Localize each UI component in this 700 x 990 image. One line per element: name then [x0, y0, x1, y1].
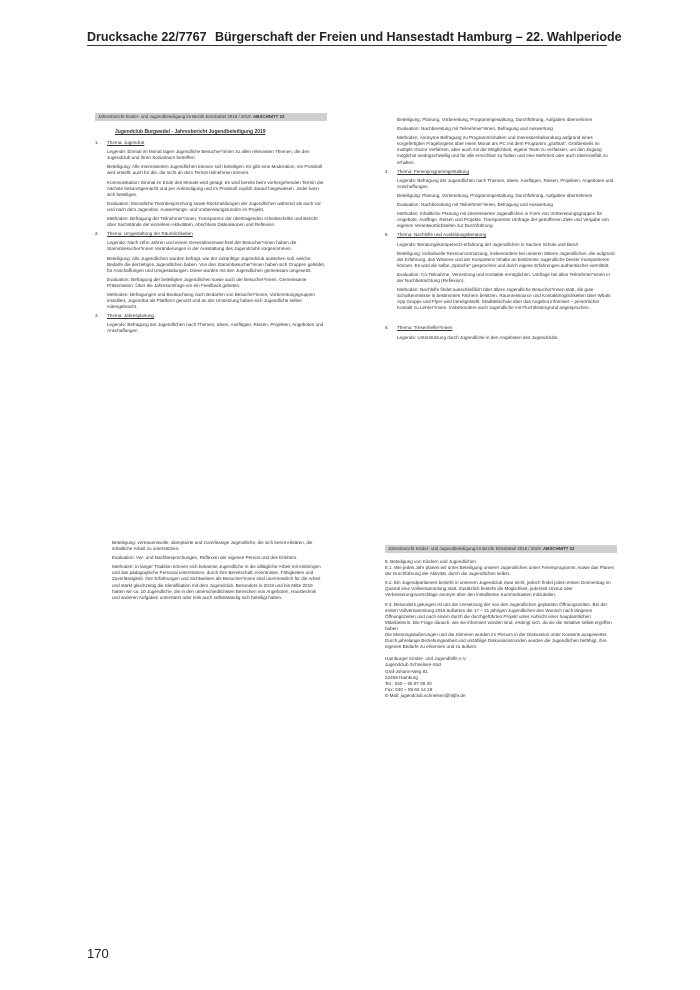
paragraph: Beteiligung: vertrauensvolle, akzeptierte und zuverlässige Jugendliche, die sich bereit erklären, die inhaltliche Arbeit zu unterstützen.	[112, 540, 313, 552]
report-title: Jugendclub Burgwedel - Jahresbericht Jugendbeteiligung 2019	[115, 129, 266, 135]
paragraph: 9.2. Ein Jugendparlament besteht in unserem Jugendclub zwar nicht, jedoch findet jeden ersten Donnerstag im Quartal eine Vollversammlung statt. Zusätzlich besteht die Möglichkeit, jederzeit Unmut oder Verbesserungsvorschläge anonym über den installierten Kummerkasten mitzuteilen.	[385, 580, 611, 598]
paragraph: Beteiligung: Planung, Vorbereitung, Programmgestaltung, Durchführung, Aufgaben übernehmen	[397, 192, 593, 198]
paragraph: Methoden: Befragung der Teilnehmer*innen, Transparenz der übertragenden Arbeitsschritte und Bericht über Sachstände der einzelnen Aktivitäten, Abschluss Diskussionen und Reflexion.	[107, 216, 318, 228]
item-title: Thema: Ferienprogrammgestaltung	[397, 168, 470, 174]
paragraph: Evaluation: Befragung der beteiligten Jugendlichen sowie auch der Besucher*innen. Gemeinsame Präsentation: Über die Jahresumfrage um ein Feedback gebeten.	[107, 276, 307, 288]
paragraph: Beteiligung: Individuelle Ressourcennutzung, insbesondere bei unseren älteren Jugendlichen, die aufgrund der Erfahrung, des Wissens und der Kompetenz Inhalte an bestimmte Jugendliche besser transportieren können. Es wird die selbe „Sprache" gesprochen und durch eigene Erfahrungen authentischer vermittelt.	[397, 250, 615, 268]
paragraph: Legende: Einmal im Monat tagen Jugendliche Besucher*innen zu allen relevanten Themen, die den Jugendclub und ihren Sozialraum betreffen.	[107, 149, 310, 161]
paragraph: Legende: Befragung der Jugendlichen nach Themen, Ideen, Ausflügen, Reisen, Projekten, Angeboten und Anschaffungen	[397, 177, 614, 189]
address-line: Tel.: 040 – 55 97 09 20	[385, 680, 432, 686]
paragraph: Methoden: Anonyme Befragung zu Programminhalten und Interessenbekundung aufgrund eines vorgefertigten Fragebogens über einen Monat am PC mit dem Programm „grafstat". Größtenteils im multiple choice Verfahren, aber auch mit der Möglichkeit, eigene Texte zu verfassen, um den Zugang möglichst niedrigschwellig und für alle erreichbar zu halten und eine Mehrheit oder auch Ideenvielfalt zu erhalten.	[397, 135, 608, 165]
address-line: Fax: 040 – 55 62 14 19	[385, 686, 433, 692]
paragraph: Evaluation: Vor- und Nachbesprechungen, Reflexion der eigenen Person und des Erlebten.	[112, 555, 298, 561]
address-line: Graf-Johann-Weg 81	[385, 668, 428, 674]
paragraph: Evaluation: Co-Teilnahme, Vernetzung und Kontakte ermöglichen. Umfrage bei allen Teilnehmer*innen in der Nachbetrachtung (Reflexion).	[397, 271, 610, 283]
paragraph: Methoden: Nachhilfe findet ausschließlich über ältere Jugendliche Besucher*innen statt, die gute Schulkenntnisse in bestimmten Fächern besitzen. Raumressource und Kontaktmöglichkeiten über Whats App Gruppe und Flyer wird bereitgestellt. Stadtteilschule über das Angebot informiert – persönlicher Kontakt zu Lehrer*innen. Insbesondere auch Jugendliche mit Fluchthintergrund angesprochen.	[397, 287, 611, 311]
page-number: 170	[87, 946, 109, 961]
paragraph: Beteiligung: Planung, Vorbereitung, Programmgestaltung, Durchführung, Aufgaben übernehmen	[397, 117, 593, 122]
paragraph: Beteiligung: Alle Jugendlichen wurden befragt, wie der zukünftige Jugendclub aussehen soll, welche Bedarfe die derzeitigen Jugendlichen haben. Von den Stammbesucher*innen haben sich Gruppen gebildet, für Anschaffungen und Umgestaltungen. Diese wurden mit den Jugendlichen gemeinsam umgesetzt.	[107, 255, 326, 273]
paragraph: 9.3. Besonders gelungen ist uns die Umsetzung der von den Jugendlichen geplanten Öffnungszeiten. Bei der ersten Vollversammlung 2018 äußerten die 17 – 21 jährigen Jugendlichen den Wunsch nach längeren Öffnungszeiten und nach einem durch die durchgeführten Projekt unter Aufsicht einer hauptamtlichen Mitarbeiterin. Die Frage danach, wie sie informiert worden sind, erübrigt sich, da sie die Initiative selbst ergriffen haben.	[385, 601, 612, 631]
item-number: 5.	[385, 232, 389, 238]
paragraph: Kommunikation: Einmal im Ende des Monats wird getagt. Es wird bereits beim vorhergehenden Termin der nächste bekanntgemacht und per Ankündigung und im Protokoll explizit darauf hingewiesen. Jeder kann sich beteiligen.	[107, 179, 324, 197]
report-page-top-right	[385, 117, 615, 462]
report-page-top-left	[95, 113, 327, 458]
section-band	[95, 113, 327, 121]
list-item	[95, 140, 327, 228]
paragraph: Methoden: Befragungen und Beobachtung nach Bedarfen von Besucher*innen, Vorbereitungsgruppen installiert, Jugendrat als Plattform genutzt und an der Umsetzung haben sich Jugendliche selber mitengebracht.	[107, 291, 315, 310]
item-title: Thema: Jahresplanung	[107, 313, 154, 319]
list-item	[95, 313, 327, 334]
address-line: 22459 Hamburg	[385, 674, 418, 680]
list-item	[385, 169, 615, 230]
band-text: Jahresbericht Kinder- und Jugendbeteiligung im Bezirk Eimsbüttel 2018 / 2019:	[388, 546, 542, 551]
list-item	[95, 231, 327, 310]
paragraph: 9.1. Wie jedes Jahr planen wir unter Beteiligung unserer Jugendlichen unser Ferienprogramm, sowie das Planen der Durchführung der Aktivität, durch die Jugendlichen selbst.	[385, 565, 615, 577]
item-number: 3.	[95, 313, 99, 319]
item-title: Thema: Jugendrat	[107, 140, 145, 146]
paragraph: Evaluation: Nachbereitung mit Teilnehmer*innen, Befragung und Auswertung	[397, 202, 553, 208]
paragraph: 9. Beteiligung von Kindern und Jugendlichen	[385, 559, 476, 564]
item-number: 2.	[95, 231, 99, 237]
item-title: Thema: Umgestaltung der Räumlichkeiten	[107, 231, 193, 237]
address-line: E-Mail: jugendclub.schnelsen@hkjfe.de	[385, 692, 466, 698]
paragraph: Evaluation: Nachbereitung mit Teilnehmer*innen, Befragung und Auswertung	[397, 126, 553, 132]
list-item	[385, 325, 615, 340]
item-title: Thema: Nachhilfe und Ausbildungsberatung	[397, 232, 487, 238]
paragraph: Legende: Beratungskompetenz/-erfahrung der Jugendlichen in Sachen Schule und Beruf	[397, 241, 578, 247]
item-title: Thema: Tresenhelfer*innen	[397, 325, 453, 331]
report-page-bottom-left	[112, 540, 324, 660]
band-text: Jahresbericht Kinder- und Jugendbeteiligung im Bezirk Eimsbüttel 2018 / 2019:	[98, 114, 252, 119]
paragraph: Beteiligung: Alle interessierten Jugendlichen können sich beteiligen. Es gibt eine Moderation, ein Protokoll wird erstellt, auch für die, die nicht an dem Termin teilnehmen können.	[107, 164, 323, 176]
paragraph: Legende: Befragung der Jugendlichen nach Themen, Ideen, Ausflügen, Reisen, Projekten, Angeboten und Anschaffungen	[107, 322, 324, 334]
address-line: Jugendclub Schnelsen-Süd	[385, 662, 441, 668]
paragraph: Die Meinungsäußerungen und die Stimmen wurden im Plenum in der Diskussion unter Konsens ausgewertet.	[385, 632, 608, 638]
paragraph: Methoden: In langer Tradition können sich bekannte Jugendliche in die alltägliche Arbeit mit einbringen und das pädagogische Personal unterstützen, durch ihre Bereitschaft, Kenntnisse, Fähigkeiten und Zuverlässigkeit. Ihre Erfahrungen und Sichtweisen als Besucher*innen sind unermesslich für die Arbeit und stärkt gleichzeitig die Identifikation mit dem Jugendclub. Besonders in 2018 und bis Mitte 2019 hatten wir ca. 10 Jugendliche, die in den unterschiedlichsten Bereichen von Angeboten, Haustechnik und anderen Aufgaben unterstützt oder teils auch selbstständig sich beteiligt haben.	[112, 564, 321, 600]
drucksache-number: Drucksache 22/7767	[87, 30, 207, 44]
list-item	[385, 232, 615, 311]
band-section: ABSCHNITT 23	[543, 546, 575, 551]
item-number: 1.	[95, 140, 99, 146]
paragraph: Evaluation: Monatliche Teambesprechung sowie Rückmeldungen der Jugendlichen während als auch vor und nach dem Jugendrat. Auswertungs- und Vorbereitungsrunden im Projekt.	[107, 200, 321, 212]
paragraph: Durch jahrelange Beziehungsarbeit und unzählige Diskussionsrunden wurden die Jugendlichen befähigt, ihre eigenen Bedarfe zu erkennen und zu äußern.	[385, 638, 607, 650]
paragraph: Legende: Nach zehn Jahren und einem Generationenwechsel der Besucher*innen haben die Stammbesucher*innen Veränderungen in der Ausstattung des Jugendclubs vorgenommen.	[107, 240, 297, 252]
band-section: ABSCHNITT 22	[253, 114, 285, 119]
report-page-bottom-right	[385, 545, 617, 735]
page-header	[87, 28, 622, 46]
address-block	[385, 656, 617, 699]
section-band	[385, 545, 617, 553]
list-item	[385, 117, 615, 166]
item-number: 6.	[385, 325, 389, 331]
item-number: 4.	[385, 168, 389, 174]
parliament-title: Bürgerschaft der Freien und Hansestadt Hamburg – 22. Wahlperiode	[215, 30, 622, 44]
address-line: Hamburger Kinder- und Jugendhilfe e.V.	[385, 656, 467, 662]
paragraph: Legende: Unterstützung durch Jugendliche in den Angeboten des Jugendclubs.	[397, 334, 559, 340]
paragraph: Methoden: Inhaltliche Planung mit interessierten Jugendlichen in Form von Vorbereitungsgruppen für Angebote, Ausflüge, Reisen und Projekte. Transparente Umfrage der getroffenen Ziele und Vergabe von eigenen Verantwortlichkeiten zur Durchführung.	[397, 211, 609, 229]
